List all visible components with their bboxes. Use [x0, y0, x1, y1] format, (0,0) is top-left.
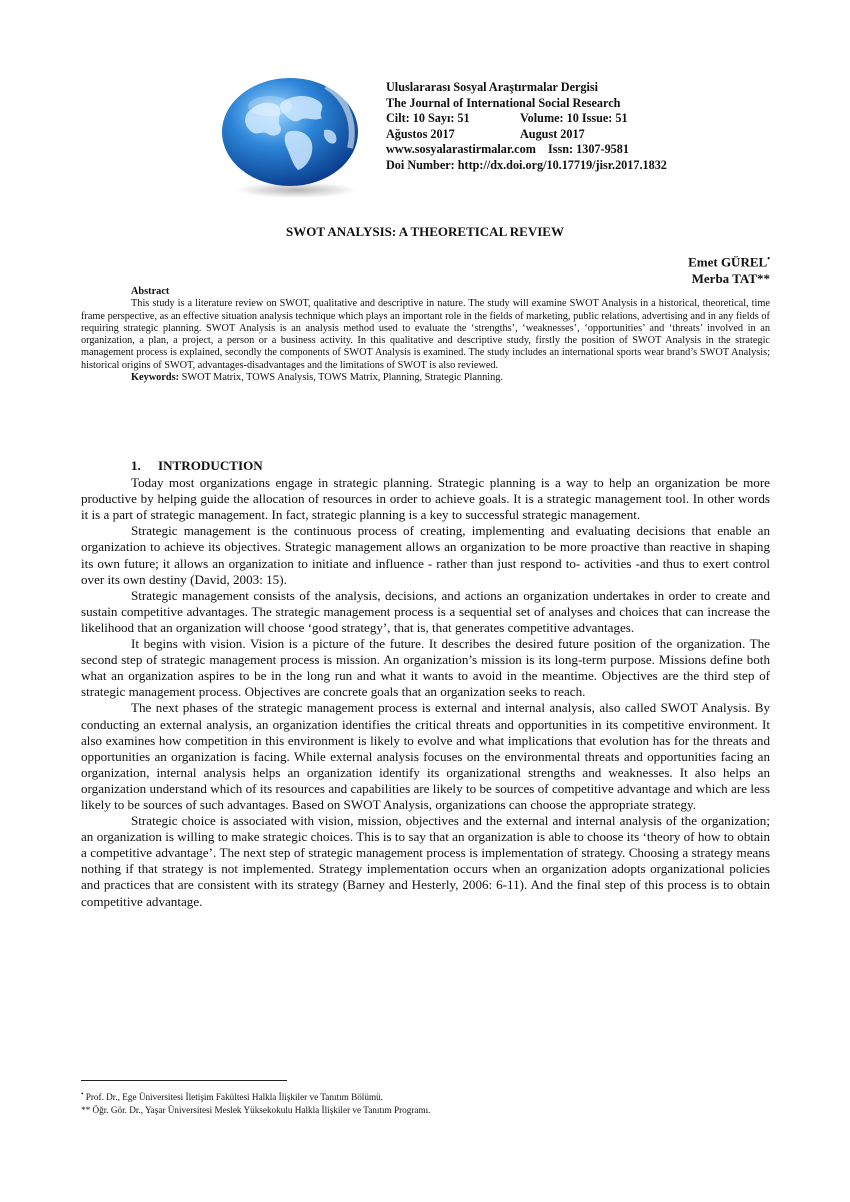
section-number: 1. — [131, 458, 141, 473]
abstract-heading: Abstract — [131, 286, 170, 297]
section-heading — [131, 458, 770, 474]
journal-volume-tr: Cilt: 10 Sayı: 51 — [386, 111, 470, 125]
footnotes — [81, 1088, 430, 1117]
journal-volume-en: Volume: 10 Issue: 51 — [520, 111, 628, 125]
footnote-divider — [81, 1080, 287, 1081]
author-1-footnote-mark[interactable]: • — [767, 254, 770, 263]
paragraph: Strategic choice is associated with vision, mission, objectives and the external and internal analysis of the organization; an organization is willing to make strategic choices. This is to say that an organization is able to choose its ‘theory of how to obtain a competitive advantage’. The next step of strategic management process is implementation of strategy. Choosing a strategy means nothing if that strategy is not implemented. Strategy implementation occurs when an organization adopts organizational policies and practices that are consistent with its strategy (Barney and Hesterly, 2006: 6-11). And the final step of this process is to obtain competitive advantage. — [81, 813, 770, 909]
journal-website[interactable]: www.sosyalarastirmalar.com — [386, 142, 536, 156]
journal-issn: Issn: 1307-9581 — [548, 142, 629, 156]
footnote-2: ** Öğr. Gör. Dr., Yaşar Üniversitesi Meslek Yüksekokulu Halkla İlişkiler ve Tanıtım Programı. — [81, 1105, 431, 1116]
journal-date-en: August 2017 — [520, 126, 585, 141]
journal-info — [386, 80, 667, 173]
keywords-line — [81, 372, 770, 384]
introduction-section — [81, 458, 770, 910]
paragraph: Strategic management consists of the analysis, decisions, and actions an organization undertakes in order to create and sustain competitive advantages. The strategic management process is a sequential set of analyses and choices that can increase the likelihood that an organization will choose ‘good strategy’, that is, that generates competitive advantages. — [81, 587, 770, 635]
journal-name-tr: Uluslararası Sosyal Araştırmalar Dergisi — [386, 80, 599, 94]
journal-name-en: The Journal of International Social Research — [386, 95, 621, 110]
author-1-name: Emet GÜREL — [688, 254, 768, 270]
abstract-section — [81, 286, 770, 384]
paragraph: Strategic management is the continuous process of creating, implementing and evaluating decisions that enable an organization to achieve its objectives. Strategic management allows an organization to be more proactive than reactive in shaping its own future; it allows an organization to initiate and influence - rather than just respond to- activities -and thus to exert control over its own destiny (David, 2003: 15). — [81, 523, 770, 587]
journal-doi[interactable]: Doi Number: http://dx.doi.org/10.17719/jisr.2017.1832 — [386, 157, 667, 172]
footnote-1 — [81, 1088, 430, 1104]
footnote-1-text: Prof. Dr., Ege Üniversitesi İletişim Fakültesi Halkla İlişkiler ve Tanıtım Bölümü. — [83, 1092, 383, 1103]
author-2: Merba TAT** — [691, 271, 770, 287]
journal-date-row — [386, 127, 667, 143]
section-title: INTRODUCTION — [158, 458, 263, 473]
keywords-label: Keywords: — [131, 372, 180, 384]
paragraph: The next phases of the strategic management process is external and internal analysis, also called SWOT Analysis. By conducting an external analysis, an organization identifies the critical threats and opportunities in its competitive environment. It also examines how competition in this environment is likely to evolve and what implications that evolution has for the threats and opportunities an organization is facing. While external analysis focuses on the environmental threats and opportunities facing an organization, internal analysis helps an organization identify its organizational strengths and weaknesses. It also helps an organization understand which of its resources and capabilities are likely to be sources of competitive advantage and which are less likely to be sources of such advantages. Based on SWOT Analysis, organizations can choose the appropriate strategy. — [81, 700, 770, 812]
footnote-1-mark: • — [81, 1090, 84, 1098]
journal-logo-globe-icon — [218, 72, 368, 200]
paragraph: It begins with vision. Vision is a picture of the future. It describes the desired future position of the organization. The second step of strategic management process is mission. An organization’s mission is its long-term purpose. Missions define both what an organization aspires to be in the long run and what it wants to avoid in the meantime. Objectives are the third step of strategic management process. Objectives are concrete goals that an organization seeks to reach. — [81, 636, 770, 700]
author-1 — [688, 250, 770, 270]
journal-date-tr: Ağustos 2017 — [386, 126, 455, 141]
paragraph: Today most organizations engage in strategic planning. Strategic planning is a way to help an organization be more productive by helping guide the allocation of resources in order to achieve goals. It is a strategic management tool. In other words it is a part of strategic management. In fact, strategic planning is a key to successful strategic management. — [81, 475, 770, 523]
abstract-text: This study is a literature review on SWOT, qualitative and descriptive in nature. The study will examine SWOT Analysis in a historical, theoretical, time frame perspective, as an effective situation analysis technique which plays an important role in the fields of marketing, public relations, advertising and in any fields of requiring strategic planning. SWOT Analysis is an analysis method used to evaluate the ‘strengths’, ‘weaknesses’, ‘opportunities’ and ‘threats’ involved in an organization, a plan, a project, a person or a business activity. In this qualitative and descriptive study, firstly the position of SWOT Analysis in the strategic management process is explained, secondly the components of SWOT Analysis is examined. The study includes an international sports wear brand’s SWOT Analysis; historical origins of SWOT, advantages-disadvantages and the limitations of SWOT is also reviewed. — [81, 298, 770, 371]
article-title: SWOT ANALYSIS: A THEORETICAL REVIEW — [286, 224, 564, 239]
journal-web-row — [386, 142, 667, 158]
journal-volume-row — [386, 111, 667, 127]
author-block — [688, 250, 770, 287]
keywords-text: SWOT Matrix, TOWS Analysis, TOWS Matrix, Planning, Strategic Planning. — [181, 372, 504, 384]
